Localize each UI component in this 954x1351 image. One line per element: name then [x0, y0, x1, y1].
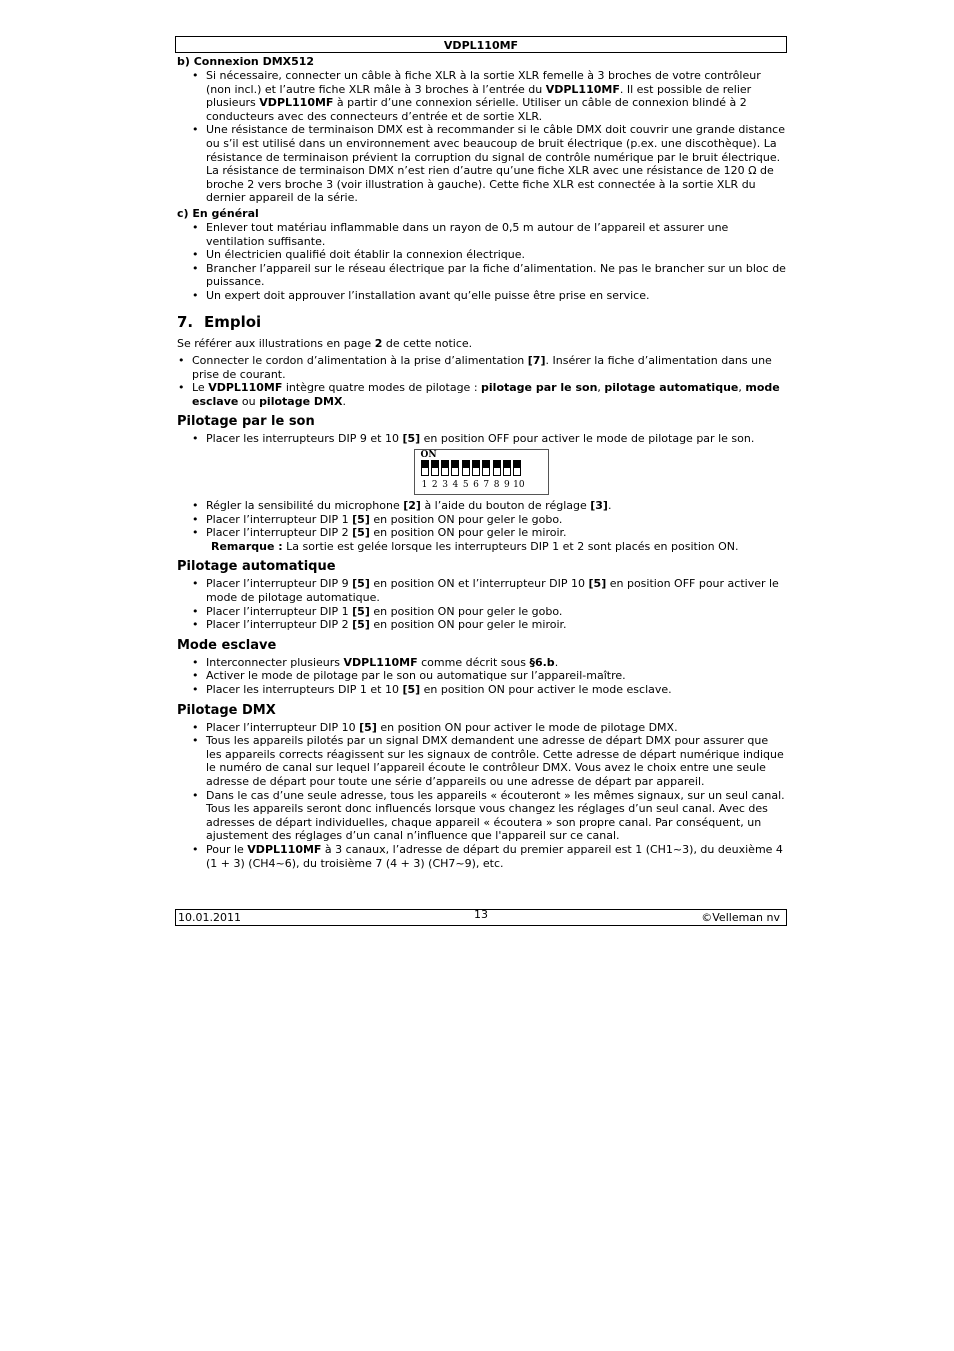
- text-run: Placer l’interrupteur DIP 2: [206, 618, 353, 632]
- text-run: à 3 canaux, l’adresse de départ du premier appareil est 1 (CH1~3), du deuxième 4 (1 + 3) (CH4~6), du troisième 7 (4 + 3) (CH7~9), etc.: [206, 842, 783, 870]
- bold-text: VDPL110MF: [545, 82, 620, 96]
- text-run: en position ON pour geler le gobo.: [369, 604, 563, 618]
- list-item: [175, 618, 787, 632]
- text-run: en position ON pour geler le miroir.: [369, 526, 567, 540]
- dip-switch: [503, 460, 511, 476]
- dip-switch-knob: [452, 461, 458, 468]
- text-run: La sortie est gelée lorsque les interrupteurs DIP 1 et 2 sont placés en position ON.: [282, 539, 739, 553]
- text-run: Enlever tout matériau inflammable dans un rayon de 0,5 m autour de l’appareil et assurer une ventilation suffisante.: [206, 220, 729, 248]
- heading-dmx512-connection: b) Connexion DMX512: [177, 55, 315, 68]
- text-run: Connecter le cordon d’alimentation à la prise d’alimentation: [192, 354, 528, 368]
- text-run: en position OFF pour activer le mode de pilotage par le son.: [420, 432, 755, 446]
- bold-text: VDPL110MF: [259, 96, 334, 110]
- dip-on-label: ON: [420, 450, 437, 461]
- text-run: Placer les interrupteurs DIP 9 et 10: [206, 432, 403, 446]
- bold-text: VDPL110MF: [343, 655, 418, 669]
- bold-text: [5]: [352, 512, 370, 526]
- text-run: Un électricien qualifié doit établir la connexion électrique.: [206, 248, 526, 262]
- text-run: . Il est possible de relier plusieurs: [206, 82, 752, 110]
- section-title-operation: [177, 313, 787, 331]
- bold-text: [7]: [527, 354, 546, 368]
- list-item: [175, 381, 787, 408]
- heading-auto-control: Pilotage automatique: [177, 559, 336, 575]
- dip-switch: [451, 460, 459, 476]
- bold-text: pilotage par le son: [481, 381, 598, 395]
- text-run: Une résistance de terminaison DMX est à recommander si le câble DMX doit couvrir une grande distance ou s’il est utilisé dans un environnement avec beaucoup de bruit électrique (p.ex. une discothèque). La résistance de terminaison prévient la corruption du signal de contrôle numérique par le bruit électrique. La résistance de terminaison DMX n’est rien d’autre qu’une fiche XLR avec une résistance de 120 Ω de broche 2 vers broche 3 (voir illustration à gauche). Cette fiche XLR est connectée à la sortie XLR du dernier appareil de la série.: [206, 123, 785, 205]
- bold-text: [5]: [352, 577, 370, 591]
- dip-switch: [441, 460, 449, 476]
- text-run: Le: [192, 381, 209, 395]
- list-sound-control-b: [175, 499, 787, 540]
- list-item: [175, 577, 787, 604]
- text-run: .: [342, 394, 346, 408]
- list-item: [175, 248, 787, 262]
- list-sound-control-a: [175, 432, 787, 446]
- dip-switch-number: 4: [452, 480, 459, 491]
- heading-dmx-control: Pilotage DMX: [177, 702, 276, 718]
- bold-text: [5]: [352, 604, 370, 618]
- text-run: en position OFF pour activer le mode de pilotage automatique.: [206, 577, 779, 605]
- page-footer: [175, 909, 787, 926]
- dip-switch: [431, 460, 439, 476]
- text-run: .: [554, 655, 559, 669]
- list-item: [175, 843, 787, 870]
- text-run: Placer l’interrupteur DIP 1: [206, 512, 353, 526]
- dip-switch-diagram: [414, 449, 549, 495]
- list-item: [175, 721, 787, 735]
- bold-text: VDPL110MF: [247, 842, 322, 856]
- text-run: en position ON pour activer le mode de pilotage DMX.: [376, 720, 678, 734]
- dip-switch-knob: [514, 461, 520, 468]
- dip-switch-number: 5: [462, 480, 469, 491]
- dip-switch-knob: [422, 461, 428, 468]
- bold-text: Remarque :: [211, 539, 283, 553]
- dip-switch-knob: [442, 461, 448, 468]
- bold-text: [2]: [403, 499, 421, 513]
- text-run: de cette notice.: [382, 336, 473, 350]
- list-slave-mode: [175, 656, 787, 697]
- text-run: . Insérer la fiche d’alimentation dans une prise de courant.: [192, 354, 772, 381]
- text-run: en position ON pour activer le mode esclave.: [420, 683, 672, 696]
- dip-switch-number: 1: [421, 480, 428, 491]
- list-item: [175, 123, 787, 205]
- bold-text: pilotage automatique: [604, 381, 739, 395]
- list-general: [175, 221, 787, 303]
- text-run: Placer l’interrupteur DIP 10: [206, 720, 360, 734]
- bold-text: mode esclave: [192, 381, 780, 408]
- dip-number-row: [421, 480, 525, 491]
- operation-intro: [177, 337, 787, 351]
- dip-switch-number: 2: [431, 480, 438, 491]
- list-item: [175, 289, 787, 303]
- list-dmx512-connection: [175, 69, 787, 205]
- text-run: Dans le cas d’une seule adresse, tous les appareils « écouteront » les mêmes signaux, sur un seul canal. Tous les appareils seront donc influencés lorsque vous changez les réglages d’un seul canal. Avec des adresses de départ individuelles, chaque appareil « écoutera » son propre canal. Par conséquent, un ajustement des réglages d’un canal n’influence que l'appareil sur ce canal.: [206, 788, 785, 843]
- manual-page: [175, 36, 787, 870]
- text-run: Se référer aux illustrations en page: [177, 336, 375, 350]
- list-item: [175, 513, 787, 527]
- text-run: Si nécessaire, connecter un câble à fiche XLR à la sortie XLR femelle à 3 broches de votre contrôleur (non incl.) et l’autre fiche XLR mâle à 3 broches à l’entrée du: [206, 69, 761, 96]
- list-item: [175, 734, 787, 788]
- list-item: [175, 683, 787, 697]
- dip-switch: [493, 460, 501, 476]
- footer-copyright: ©Velleman nv: [701, 911, 780, 924]
- list-item: [175, 605, 787, 619]
- dip-switch: [482, 460, 490, 476]
- list-item: [175, 432, 787, 446]
- text-run: à l’aide du bouton de réglage: [420, 499, 591, 513]
- list-item: [175, 262, 787, 289]
- dip-switch-knob: [504, 461, 510, 468]
- dip-switch: [513, 460, 521, 476]
- list-item: [175, 354, 787, 381]
- footer-page-number: 13: [474, 908, 488, 921]
- bold-text: [5]: [359, 720, 377, 734]
- list-item: [175, 221, 787, 248]
- heading-sound-control: Pilotage par le son: [177, 414, 315, 430]
- section-number: 7.: [177, 312, 194, 331]
- text-run: ,: [738, 381, 746, 395]
- dip-switch-number: 10: [513, 480, 525, 491]
- text-run: Activer le mode de pilotage par le son ou automatique sur l’appareil-maître.: [206, 669, 626, 683]
- bold-text: pilotage DMX: [259, 394, 343, 408]
- text-run: en position ON pour geler le miroir.: [369, 618, 567, 632]
- dip-switch-number: 9: [504, 480, 510, 491]
- list-auto-control: [175, 577, 787, 631]
- list-dmx-control: [175, 721, 787, 871]
- bold-text: [3]: [590, 499, 608, 513]
- header-title: VDPL110MF: [443, 39, 519, 52]
- text-run: à partir d’une connexion sérielle. Utiliser un câble de connexion blindé à 2 conducteurs avec des connecteurs d’entrée et de sortie XLR.: [206, 96, 747, 123]
- text-run: ou: [238, 394, 260, 408]
- list-item: [175, 499, 787, 513]
- text-run: ,: [597, 381, 605, 395]
- dip-switch-knob: [473, 461, 479, 468]
- text-run: Placer l’interrupteur DIP 2: [206, 526, 353, 540]
- footer-date: 10.01.2011: [178, 911, 241, 924]
- text-run: Placer les interrupteurs DIP 1 et 10: [206, 683, 403, 696]
- text-run: en position ON et l’interrupteur DIP 10: [369, 577, 589, 591]
- list-operation: [175, 354, 787, 408]
- text-run: Un expert doit approuver l’installation avant qu’elle puisse être prise en service.: [206, 288, 650, 302]
- dip-switch-row: [421, 460, 522, 476]
- list-item: [175, 69, 787, 123]
- dip-switch-number: 7: [483, 480, 490, 491]
- dip-switch-number: 6: [473, 480, 479, 491]
- dip-switch: [472, 460, 480, 476]
- text-run: comme décrit sous: [417, 655, 530, 669]
- text-run: Placer l’interrupteur DIP 1: [206, 604, 353, 618]
- dip-switch: [421, 460, 429, 476]
- text-run: en position ON pour geler le gobo.: [369, 512, 563, 526]
- section-name: Emploi: [204, 312, 262, 331]
- bold-text: [5]: [588, 577, 607, 591]
- list-item: [175, 526, 787, 540]
- dip-switch-knob: [494, 461, 500, 468]
- text-run: .: [607, 499, 612, 513]
- list-item: [175, 669, 787, 683]
- bold-text: 2: [374, 336, 383, 350]
- text-run: Placer l’interrupteur DIP 9: [206, 577, 353, 591]
- bold-text: [5]: [402, 683, 421, 696]
- dip-switch: [462, 460, 470, 476]
- heading-general: c) En général: [177, 206, 259, 220]
- bold-text: [5]: [402, 432, 421, 446]
- bold-text: [5]: [352, 618, 370, 632]
- page-header: [175, 36, 787, 53]
- text-run: Brancher l’appareil sur le réseau électrique par la fiche d’alimentation. Ne pas le brancher sur un bloc de puissance.: [206, 261, 786, 289]
- text-run: Interconnecter plusieurs: [206, 655, 344, 669]
- text-run: Régler la sensibilité du microphone: [206, 499, 404, 513]
- bold-text: §6.b: [529, 655, 555, 669]
- text-run: intègre quatre modes de pilotage :: [282, 381, 482, 395]
- dip-switch-number: 8: [493, 480, 500, 491]
- text-run: Tous les appareils pilotés par un signal DMX demandent une adresse de départ DMX pour assurer que les appareils corrects réagissent sur les signaux de contrôle. Cette adresse de départ numérique indique le numéro de canal sur lequel l’appareil écoute le contrôleur DMX. Vous avez le choix entre une seule adresse de départ pour toute une série d’appareils ou une adresse de départ par appareil.: [206, 734, 784, 788]
- heading-slave-mode: Mode esclave: [177, 637, 277, 653]
- text-run: Pour le: [206, 842, 248, 856]
- bold-text: VDPL110MF: [208, 381, 283, 395]
- dip-switch-knob: [432, 461, 438, 468]
- dip-switch-knob: [463, 461, 469, 468]
- bold-text: [5]: [352, 526, 370, 540]
- list-item: [175, 656, 787, 670]
- remark-note: [175, 540, 787, 554]
- list-item: [175, 789, 787, 843]
- dip-switch-knob: [483, 461, 489, 468]
- dip-switch-number: 3: [442, 480, 448, 491]
